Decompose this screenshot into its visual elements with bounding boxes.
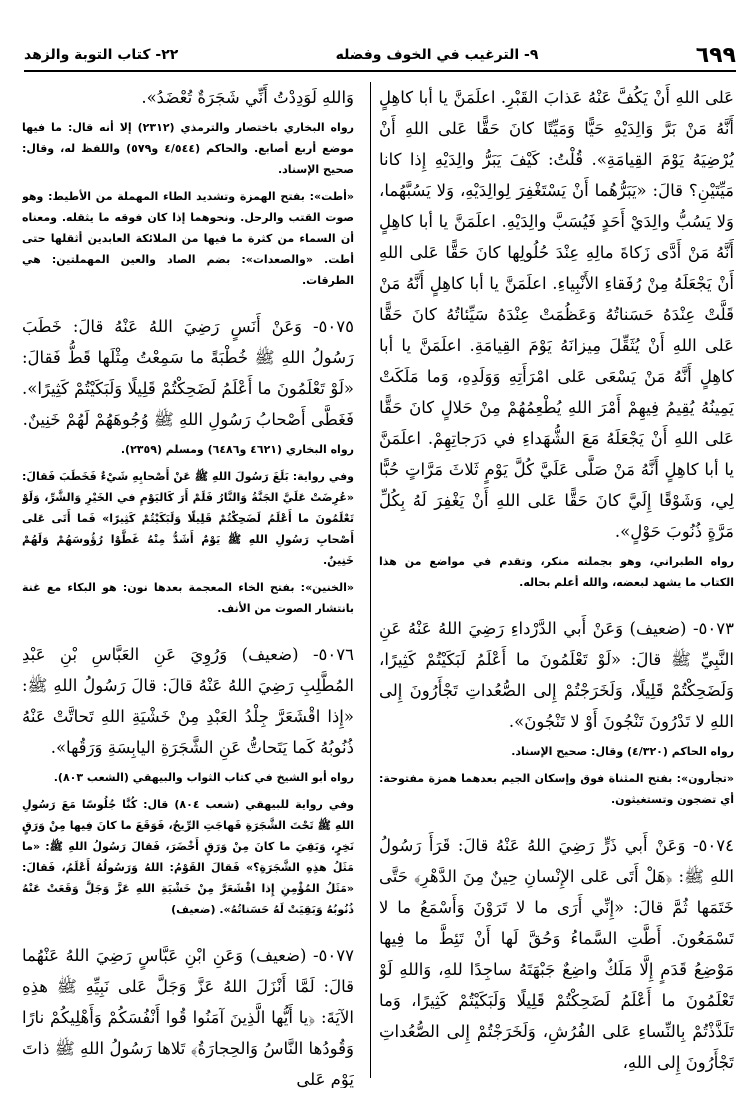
takhrij-note: رواه البخاري باختصار والترمذي (٢٣١٢) إلا أنه قال: ما فيها موضع أربع أصابع. والحاكم (٤/٥٤٤ و٥٧٩) واللفظ له، وقال: صحيح الإسناد. [22,121,354,176]
page-number: ٦٩٩ [695,42,736,68]
hadith-5075: ٥٠٧٥- وَعَنْ أَنَسٍ رَضِيَ اللهُ عَنْهُ قالَ: خَطَبَ رَسُولُ اللهِ ﷺ خُطْبَةً ما سَمِعْتُ مِثْلَها قَطُّ فَقالَ: «لَوْ تَعْلَمُونَ ما أَعْلَمُ لَضَحِكْتُمْ قَلِيلًا وَلَبَكَيْتُمْ كَثِيرًا». فَغَطَّى أَصْحابُ رَسُولِ اللهِ ﷺ وُجُوهَهُمْ لَهُمْ خَنِينٌ. [22,317,354,429]
chapter-title: ٢٢- كتاب التوبة والزهد [24,47,179,63]
variant-note: وفي رواية: بَلَغَ رَسُولَ اللهِ ﷺ عَنْ أَصْحابِهِ شَيْءٌ فَخَطَبَ فَقالَ: «عُرِضَتْ عَلَيَّ الجَنَّةُ وَالنَّارُ فَلَمْ أَرَ كَاليَوْمِ في الخَيْرِ وَالشَّرِّ، وَلَوْ تَعْلَمُونَ ما أَعْلَمُ لَضَحِكْتُمْ قَلِيلًا وَلَبَكَيْتُمْ كَثِيرًا» فَما أَتَى عَلى أَصْحابِ رَسُولِ اللهِ ﷺ يَوْمٌ أَشَدُّ مِنْهُ غَطَّوْا رُؤُوسَهُمْ وَلَهُمْ خَنِينٌ. [22,470,354,567]
takhrij-note: رواه أبو الشيخ في كتاب الثواب والبيهقي (الشعب ٨٠٣). [53,771,354,784]
hadith-continuation: عَلى اللهِ أَنْ يَكُفَّ عَنْهُ عَذابَ القَبْرِ. اعلَمَنَّ يا أبا كاهِلٍ أَنَّهُ مَنْ بَرَّ وَالِدَيْهِ حَيًّا وَمَيِّتًا كانَ حَقًّا عَلى اللهِ أَنْ يُرْضِيَهُ يَوْمَ القِيامَةِ». قُلْتُ: كَيْفَ يَبَرُّ والِدَيْهِ إِذا كانا مَيِّتَيْنِ؟ قالَ: «يَبَرُّهُما أَنْ يَسْتَغْفِرَ لِوالِدَيْهِ، وَلا يَسُبَّهُما، وَلا يَسُبُّ والِدَيْ أَحَدٍ فَيُسَبَّ والِدَيْهِ. اعلَمَنَّ يا أبا كاهِلٍ أَنَّهُ مَنْ أَدَّى زَكاةَ مالِهِ عِنْدَ حُلُولِها كانَ حَقًّا عَلى اللهِ أَنْ يَجْعَلَهُ مِنْ رُفَقاءِ الأَنْبِياءِ. اعلَمَنَّ يا أبا كاهِلٍ أَنَّهُ مَنْ قَلَّتْ عِنْدَهُ حَسَناتُهُ وَعَظُمَتْ عِنْدَهُ سَيِّئاتُهُ كانَ حَقًّا عَلى اللهِ أَنْ يُثَقِّلَ مِيزانَهُ يَوْمَ القِيامَةِ. اعلَمَنَّ يا أبا كاهِلٍ أَنَّهُ مَنْ يَسْعَى عَلى امْرَأَتِهِ وَوَلَدِهِ، وَما مَلَكَتْ يَمِينُهُ يُقِيمُ فِيهِمْ أَمْرَ اللهِ يُطْعِمُهُمْ مِنْ حَلالٍ كانَ حَقًّا عَلى اللهِ أَنْ يَجْعَلَهُ مَعَ الشُّهَداءِ في دَرَجاتِهِمْ. اعلَمَنَّ يا أبا كاهِلٍ أَنَّهُ مَنْ صَلَّى عَلَيَّ كُلَّ يَوْمٍ ثَلاثَ مَرَّاتٍ حُبًّا لِي، وَشَوْقًا إِلَيَّ كانَ حَقًّا عَلى اللهِ أَنْ يَغْفِرَ لَهُ بِكُلِّ مَرَّةٍ ذُنُوبَ حَوْلٍ». [379,88,734,541]
takhrij-note: رواه الحاكم (٤/٣٢٠) وقال: صحيح الإسناد. [511,745,734,758]
column-divider [370,82,371,1078]
hadith-5077: ٥٠٧٧- (ضعيف) وَعَنِ ابْنِ عَبَّاسٍ رَضِيَ اللهُ عَنْهُما قالَ: لَمَّا أَنْزَلَ اللهُ عَزَّ وَجَلَّ عَلى نَبِيِّهِ ﷺ هذِهِ الآيَةَ: ﴿يا أَيُّها الَّذِينَ آمَنُوا قُوا أَنْفُسَكُمْ وَأَهْلِيكُمْ نارًا وَقُودُها النَّاسُ وَالحِجارَةُ﴾ تَلاها رَسُولُ اللهِ ﷺ ذاتَ يَوْمٍ عَلى [22,946,354,1088]
hadith-5073: ٥٠٧٣- (ضعيف) وَعَنْ أَبي الدَّرْداءِ رَضِيَ اللهُ عَنْهُ عَنِ النَّبِيِّ ﷺ قالَ: «لَوْ تَعْلَمُونَ ما أَعْلَمُ لَبَكَيْتُمْ كَثِيرًا، وَلَضَحِكْتُمْ قَلِيلًا، وَلَخَرَجْتُمْ إِلى الصُّعُداتِ تَجْأَرُونَ إِلى اللهِ لا تَدْرُونَ تَنْجُونَ أَوْ لا تَنْجُونَ». [379,619,734,731]
variant-note: وفي رواية للبيهقي (شعب ٨٠٤) قال: كُنَّا جُلُوسًا مَعَ رَسُولِ اللهِ ﷺ تَحْتَ الشَّجَرَةِ فَهاجَتِ الرِّيحُ، فَوَقَعَ ما كانَ فِيها مِنْ وَرَقٍ نَخِرٍ، وَبَقِيَ ما كانَ مِنْ وَرَقٍ أَخْضَرَ، فَقالَ رَسُولُ اللهِ ﷺ: «ما مَثَلُ هذِهِ الشَّجَرَةِ؟» فَقالَ القَوْمُ: اللهُ وَرَسُولُهُ أَعْلَمُ، فَقالَ: «مَثَلُ المُؤْمِنِ إِذا اقْشَعَرَّ مِنْ خَشْيَةِ اللهِ عَزَّ وَجَلَّ وَقَعَتْ عَنْهُ ذُنُوبُهُ وَبَقِيَتْ لَهُ حَسَناتُهُ». (ضعيف) [22,798,354,916]
right-column [379,82,734,1088]
hadith-5076: ٥٠٧٦- (ضعيف) وَرُوِيَ عَنِ العَبَّاسِ بْنِ عَبْدِ المُطَّلِبِ رَضِيَ اللهُ عَنْهُ قالَ: قالَ رَسُولُ اللهِ ﷺ: «إِذا اقْشَعَرَّ جِلْدُ العَبْدِ مِنْ خَشْيَةِ اللهِ تَحاتَّتْ عَنْهُ ذُنُوبُهُ كَما يَتَحاتُّ عَنِ الشَّجَرَةِ اليابِسَةِ وَرَقُها». [22,645,354,757]
gloss-note: «أطت»: بفتح الهمزة وتشديد الطاء المهملة من الأطيط: وهو صوت القتب والرحل. ونحوهما إذا كان فوقه ما يثقله. ومعناه أن السماء من كثرة ما فيها من الملائكة العابدين أثقلها حتى أطت. «والصعدات»: بضم الصاد والعين المهملتين: هي الطرقات. [22,190,354,287]
takhrij-note: رواه الطبراني، وهو بجملته منكر، وتقدم في مواضع من هذا الكتاب ما يشهد لبعضه، والله أعلم بحاله. [379,555,734,589]
gloss-note: «تجأرون»: بفتح المثناة فوق وإسكان الجيم بعدهما همزة مفتوحة: أي تضجون وتستغيثون. [379,772,734,806]
hadith-continuation: وَاللهِ لَوَدِدْتُ أَنِّي شَجَرَةٌ تُعْضَدُ». [141,88,354,107]
section-title: ٩- الترغيب في الخوف وفضله [335,47,539,63]
gloss-note: «الخنين»: بفتح الخاء المعجمة بعدها نون: هو البكاء مع غنة بانتشار الصوت من الأنف. [22,581,354,615]
hadith-5074: ٥٠٧٤- وَعَنْ أَبي ذَرٍّ رَضِيَ اللهُ عَنْهُ قالَ: قَرَأَ رَسُولُ اللهِ ﷺ: ﴿هَلْ أَتَى عَلى الإِنْسانِ حِينٌ مِنَ الدَّهْرِ﴾ حَتَّى خَتَمَها ثُمَّ قالَ: «إِنِّي أَرَى ما لا تَرَوْنَ وَأَسْمَعُ ما لا تَسْمَعُونَ. أَطَّتِ السَّماءُ وَحُقَّ لَها أَنْ تَئِطَّ ما فِيها مَوْضِعُ قَدَمٍ إِلَّا مَلَكٌ واضِعٌ جَبْهَتَهُ ساجِدًا للهِ، وَاللهِ لَوْ تَعْلَمُونَ ما أَعْلَمُ لَضَحِكْتُمْ قَلِيلًا وَلَبَكَيْتُمْ كَثِيرًا، وَما تَلَذَّذْتُمْ بِالنِّساءِ عَلى الفُرُشِ، وَلَخَرَجْتُمْ إِلى الصُّعُداتِ تَجْأَرُونَ إِلى اللهِ، [379,836,734,1072]
takhrij-note: رواه البخاري (٤٦٢١ و٦٤٨٦) ومسلم (٢٣٥٩). [120,443,354,456]
left-column [22,82,354,1088]
page-header [24,40,736,72]
